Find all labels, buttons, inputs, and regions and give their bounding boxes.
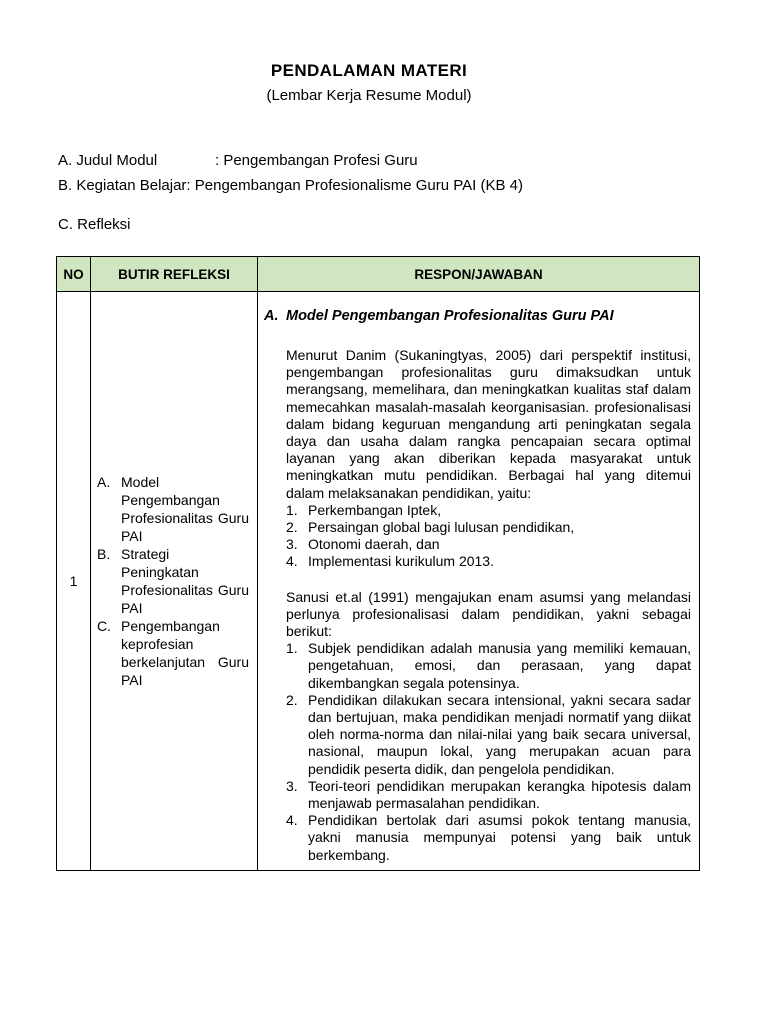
list-text: Implementasi kurikulum 2013. (308, 553, 494, 570)
list-marker: 4. (286, 553, 298, 570)
header-no: NO (57, 257, 91, 292)
section-marker: A. (264, 308, 279, 324)
list-item (97, 545, 249, 617)
list-text: Strategi Peningkatan Profesionalitas Guru PAI (121, 545, 249, 616)
kegiatan-belajar-row (58, 177, 523, 194)
section-title-text: Model Pengembangan Profesionalitas Guru PAI (286, 308, 614, 324)
butir-cell (91, 292, 258, 871)
assumptions-list (264, 640, 691, 864)
list-item (264, 502, 691, 519)
section-title (264, 308, 691, 324)
list-marker: A. (97, 473, 111, 490)
factors-list (264, 502, 691, 571)
list-item (264, 812, 691, 864)
list-text: Persaingan global bagi lulusan pendidikan, (308, 519, 575, 536)
kegiatan-belajar-value: : Pengembangan Profesionalisme Guru PAI (KB 4) (186, 177, 523, 194)
kegiatan-belajar-label: B. Kegiatan Belajar (58, 177, 187, 194)
paragraph-sanusi: Sanusi et.al (1991) mengajukan enam asumsi yang melandasi perlunya profesionalisasi dalam pendidikan, yakni sebagai berikut: (286, 588, 691, 640)
row-number: 1 (57, 292, 91, 871)
list-marker: 2. (286, 519, 298, 536)
list-item (264, 778, 691, 812)
list-text: Pengembangan keprofesian berkelanjutan Guru PAI (121, 617, 249, 688)
list-item (97, 617, 249, 689)
list-item (264, 519, 691, 536)
list-text: Pendidikan dilakukan secara intensional, yakni secara sadar dan bertujuan, maka pendidikan menjadi normatif yang diikat oleh norma-norma dan nilai-nilai yang baik secara universal, nasional, maupun lokal, yang merupakan acuan para pendidik peserta didik, dan pengelola pendidikan. (308, 691, 691, 777)
list-marker: 3. (286, 536, 298, 553)
list-marker: B. (97, 545, 111, 562)
list-marker: 1. (286, 501, 298, 518)
list-item (264, 553, 691, 570)
butir-list (97, 473, 249, 689)
list-item (97, 473, 249, 545)
list-marker: 3. (286, 777, 298, 794)
header-respon-jawaban: RESPON/JAWABAN (258, 257, 700, 292)
list-marker: C. (97, 617, 111, 634)
list-text: Subjek pendidikan adalah manusia yang memiliki kemauan, pengetahuan, emosi, dan perasaan, yang dapat dikembangkan segala potensinya. (308, 640, 691, 691)
header-butir-refleksi: BUTIR REFLEKSI (91, 257, 258, 292)
list-item (264, 640, 691, 692)
table-header-row (57, 257, 700, 292)
list-text: Pendidikan bertolak dari asumsi pokok tentang manusia, yakni manusia mempunyai potensi yang baik untuk berkembang. (308, 812, 691, 863)
refleksi-table (56, 256, 700, 871)
judul-modul-row (58, 152, 418, 169)
paragraph-danim: Menurut Danim (Sukaningtyas, 2005) dari perspektif institusi, pengembangan profesionalitas guru dimaksudkan untuk merangsang, memelihara, dan meningkatkan kualitas staf dalam memecahkan masalah-masalah keorganisasian. profesionalisasi dalam bidang keguruan mengandung arti peningkatan segala daya dan usaha dalam rangka pencapaian secara optimal layanan yang akan diberikan kepada masyarakat untuk meningkatkan mutu pendidikan. Berbagai hal yang ditemui dalam melaksanakan pendidikan, yaitu: (286, 347, 691, 501)
judul-modul-label: A. Judul Modul (58, 152, 158, 169)
list-marker: 1. (286, 640, 298, 657)
list-marker: 4. (286, 812, 298, 829)
list-text: Model Pengembangan Profesionalitas Guru PAI (121, 473, 249, 544)
page-title: PENDALAMAN MATERI (270, 61, 468, 80)
list-item (264, 536, 691, 553)
list-item (264, 692, 691, 778)
judul-modul-value: : Pengembangan Profesi Guru (215, 152, 418, 169)
list-text: Otonomi daerah, dan (308, 536, 440, 553)
respon-cell (258, 292, 700, 871)
list-text: Teori-teori pendidikan merupakan kerangka hipotesis dalam menjawab permasalahan pendidikan. (308, 777, 691, 812)
list-marker: 2. (286, 691, 298, 708)
table-row (57, 292, 700, 871)
page-subtitle: (Lembar Kerja Resume Modul) (266, 87, 472, 104)
list-text: Perkembangan Iptek, (308, 501, 442, 518)
refleksi-heading: C. Refleksi (58, 216, 131, 233)
